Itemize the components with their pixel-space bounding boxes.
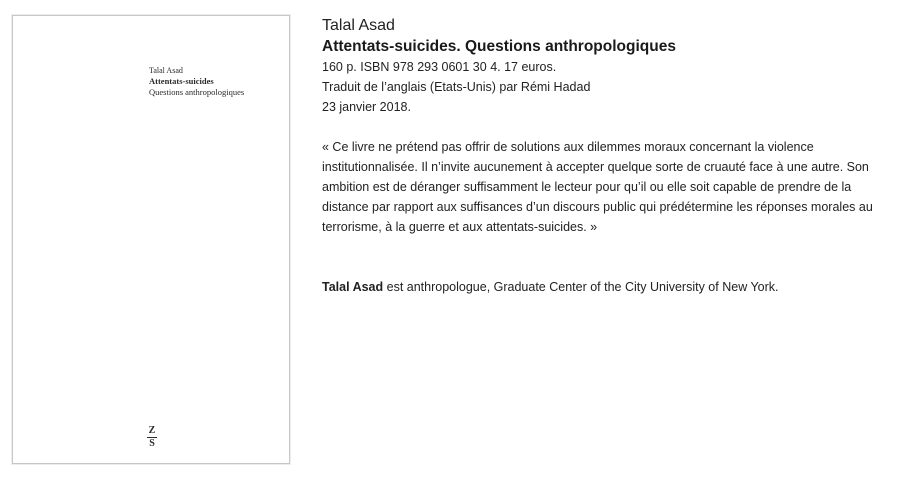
book-title: Attentats-suicides. Questions anthropologiques <box>322 38 676 55</box>
publisher-logo <box>147 426 157 449</box>
quote-line: institutionnalisée. Il n’invite aucunement à accepter quelque sorte de cruauté face à une autre. Son <box>322 160 869 174</box>
cover-title: Attentats-suicides <box>149 76 214 86</box>
book-quote <box>322 137 907 237</box>
cover-text-block <box>149 65 244 98</box>
quote-line: ambition est de déranger suffisamment le lecteur pour qu’il ou elle soit capable de prendre de la <box>322 180 852 194</box>
book-cover <box>12 15 290 464</box>
publisher-logo-top: Z <box>148 425 156 436</box>
quote-line: terrorisme, à la guerre et aux attentats-suicides. » <box>322 220 598 234</box>
bio-author-name: Talal Asad <box>322 280 384 294</box>
translation-credit: Traduit de l’anglais (Etats-Unis) par Rémi Hadad <box>322 80 591 94</box>
author-bio <box>322 277 907 297</box>
cover-subtitle: Questions anthropologiques <box>149 87 245 97</box>
quote-line: distance par rapport aux suffisances d’un discours public qui prédétermine les réponses morales au <box>322 200 873 214</box>
publisher-logo-bottom: S <box>149 438 155 449</box>
author-name: Talal Asad <box>322 17 395 34</box>
bio-text: est anthropologue, Graduate Center of the City University of New York. <box>383 280 779 294</box>
book-info <box>322 16 907 297</box>
book-details: 160 p. ISBN 978 293 0601 30 4. 17 euros. <box>322 60 557 74</box>
cover-author: Talal Asad <box>149 66 183 75</box>
quote-line: « Ce livre ne prétend pas offrir de solutions aux dilemmes moraux concernant la violence <box>322 140 814 154</box>
publication-date: 23 janvier 2018. <box>322 100 411 114</box>
